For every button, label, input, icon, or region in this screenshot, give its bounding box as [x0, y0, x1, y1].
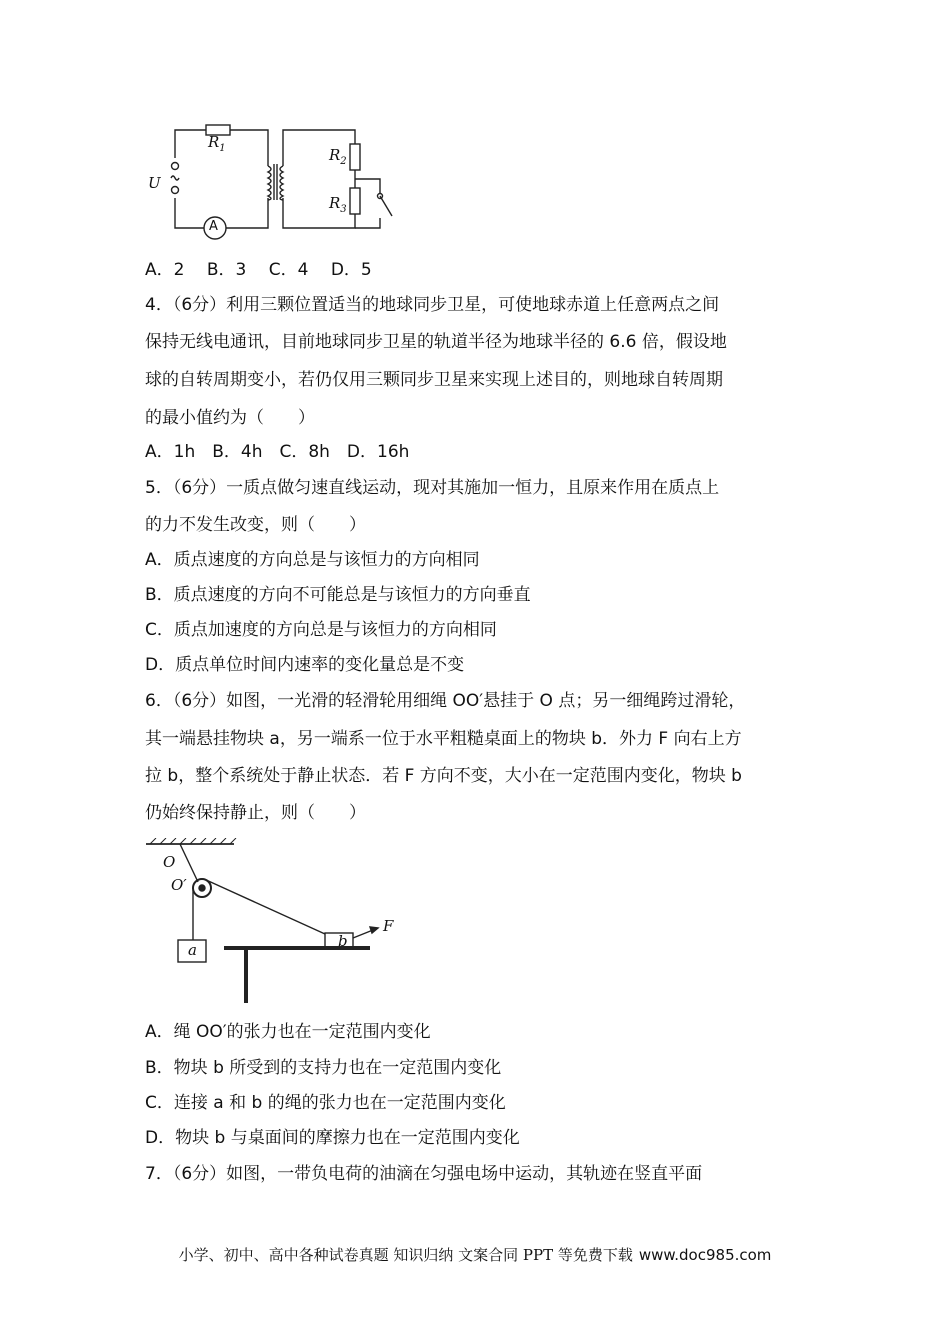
label-u: U [148, 174, 161, 192]
footer-text: 小学、初中、高中各种试卷真题 知识归纳 文案合同 PPT 等免费下载 [178, 1246, 633, 1264]
q6-option-b: B．物块 b 所受到的支持力也在一定范围内变化 [145, 1058, 502, 1078]
label-f: F [383, 917, 394, 935]
label-r2: $R_2$ [329, 146, 347, 167]
q6-option-c: C．连接 a 和 b 的绳的张力也在一定范围内变化 [145, 1093, 506, 1113]
circuit-diagram [140, 118, 430, 248]
q4-line-1: 4．（6分）利用三颗位置适当的地球同步卫星，可使地球赤道上任意两点之间 [145, 295, 720, 315]
pulley-diagram [140, 838, 410, 1008]
q5-option-c: C．质点加速度的方向总是与该恒力的方向相同 [145, 620, 497, 640]
q4-options: A．1h B．4h C．8h D．16h [145, 442, 410, 462]
label-r3: $R_3$ [329, 194, 347, 215]
q5-line-1: 5．（6分）一质点做匀速直线运动，现对其施加一恒力，且原来作用在质点上 [145, 478, 720, 498]
q6-line-3: 拉 b，整个系统处于静止状态．若 F 方向不变，大小在一定范围内变化，物块 b [145, 766, 742, 786]
q4-line-2: 保持无线电通讯，目前地球同步卫星的轨道半径为地球半径的 6.6 倍，假设地 [145, 332, 727, 352]
q3-options: A．2 B．3 C．4 D．5 [145, 260, 372, 280]
q6-line-4: 仍始终保持静止，则（ ） [145, 803, 366, 823]
label-b: b [338, 932, 348, 950]
q5-option-b: B．质点速度的方向不可能总是与该恒力的方向垂直 [145, 585, 531, 605]
label-a: a [188, 941, 197, 959]
q7-line-1: 7．（6分）如图，一带负电荷的油滴在匀强电场中运动，其轨迹在竖直平面 [145, 1164, 703, 1184]
label-r1: $R_1$ [208, 133, 226, 154]
q4-line-4: 的最小值约为（ ） [145, 408, 315, 428]
switch-s [380, 196, 392, 216]
label-ammeter: A [209, 219, 218, 234]
q6-line-1: 6．（6分）如图，一光滑的轻滑轮用细绳 OO′悬挂于 O 点；另一细绳跨过滑轮， [145, 691, 746, 711]
resistor-r2 [350, 144, 360, 170]
q5-line-2: 的力不发生改变，则（ ） [145, 515, 366, 535]
q4-line-3: 球的自转周期变小，若仍仅用三颗同步卫星来实现上述目的，则地球自转周期 [145, 370, 723, 390]
resistor-r3 [350, 188, 360, 214]
q5-option-d: D．质点单位时间内速率的变化量总是不变 [145, 655, 465, 675]
footer [0, 1244, 950, 1265]
q6-line-2: 其一端悬挂物块 a，另一端系一位于水平粗糙桌面上的物块 b．外力 F 向右上方 [145, 729, 742, 749]
label-o: O [163, 853, 176, 871]
q6-option-a: A．绳 OO′的张力也在一定范围内变化 [145, 1022, 431, 1042]
q6-option-d: D．物块 b 与桌面间的摩擦力也在一定范围内变化 [145, 1128, 520, 1148]
q5-option-a: A．质点速度的方向总是与该恒力的方向相同 [145, 550, 480, 570]
label-o-prime: O′ [171, 876, 187, 894]
footer-url[interactable]: www.doc985.com [638, 1246, 772, 1264]
